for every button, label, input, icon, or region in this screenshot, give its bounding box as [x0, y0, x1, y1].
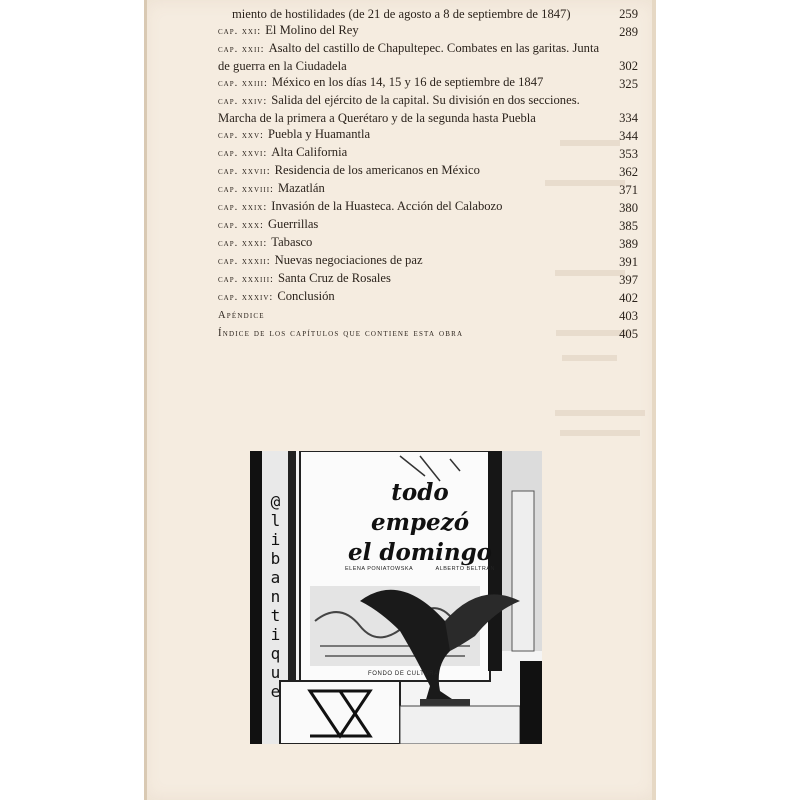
chapter-number: cap. xxxiii:	[218, 274, 274, 285]
chapter-number: cap. xxxii:	[218, 256, 271, 267]
chapter-title: Asalto del castillo de Chapultepec. Combates en las garitas. Junta de guerra en la Ciudadela	[218, 41, 600, 73]
page-number: 380	[619, 201, 638, 215]
toc-entry	[218, 92, 638, 126]
chapter-number: cap. xxix:	[218, 202, 268, 213]
toc-entry	[218, 180, 638, 198]
chapter-title: Residencia de los americanos en México	[274, 163, 480, 177]
chapter-title: Puebla y Huamantla	[267, 127, 371, 141]
cover-publisher: FONDO DE CULTURA	[368, 671, 439, 677]
toc-entry	[218, 126, 638, 144]
page-number: 397	[619, 273, 638, 287]
cover-title-line2: el domingo	[347, 539, 493, 566]
page-number: 289	[619, 25, 638, 39]
cover-author-right: ALBERTO BELTRAN	[435, 566, 495, 572]
toc-entry	[218, 306, 638, 324]
chapter-number: cap. xxv:	[218, 130, 264, 141]
cover-author-left: ELENA PONIATOWSKA	[345, 566, 414, 572]
chapter-number: cap. xxxi:	[218, 238, 268, 249]
chapter-number: cap. xxiv:	[218, 96, 268, 107]
chapter-title: Salida del ejército de la capital. Su división en dos secciones. Marcha de la primera a Querétaro y de la segunda hasta Puebla	[218, 93, 580, 125]
page-edge-right	[652, 0, 656, 800]
page-number: 344	[619, 129, 638, 143]
page-number: 362	[619, 165, 638, 179]
toc-entry	[218, 234, 638, 252]
chapter-number: cap. xxii:	[218, 44, 265, 55]
toc-entry	[218, 162, 638, 180]
chapter-title: Guerrillas	[267, 217, 319, 231]
chapter-title: Mazatlán	[277, 181, 325, 195]
page-number: 385	[619, 219, 638, 233]
page-number: 405	[619, 327, 638, 341]
page-edge-left	[144, 0, 147, 800]
toc-entry	[218, 270, 638, 288]
toc-entry	[218, 40, 638, 74]
chapter-number: cap. xxvi:	[218, 148, 268, 159]
page-number: 403	[619, 309, 638, 323]
chapter-number: cap. xxvii:	[218, 166, 271, 177]
chapter-number: cap. xxx:	[218, 220, 264, 231]
page-number: 402	[619, 291, 638, 305]
chapter-title: Apéndice	[218, 310, 265, 321]
toc-entry	[218, 22, 638, 40]
watermark-text: @libantique	[266, 491, 285, 701]
book-cover-photo	[250, 451, 542, 744]
chapter-title: El Molino del Rey	[265, 23, 359, 37]
chapter-number: cap. xxi:	[218, 26, 262, 37]
chapter-title: Invasión de la Huasteca. Acción del Calabozo	[271, 199, 503, 213]
toc-entry	[218, 252, 638, 270]
table-of-contents	[218, 6, 638, 342]
page-number: 353	[619, 147, 638, 161]
chapter-title: Santa Cruz de Rosales	[277, 271, 391, 285]
chapter-number: cap. xxxiv:	[218, 292, 274, 303]
toc-entry	[218, 144, 638, 162]
page-number: 371	[619, 183, 638, 197]
chapter-title: Tabasco	[271, 235, 313, 249]
toc-entry	[218, 288, 638, 306]
chapter-title: Índice de los capítulos que contiene esta obra	[218, 328, 464, 339]
page-number: 391	[619, 255, 638, 269]
chapter-number: cap. xxviii:	[218, 184, 274, 195]
cover-authors	[345, 566, 495, 572]
chapter-number: cap. xxiii:	[218, 78, 268, 89]
page-number: 302	[619, 59, 638, 73]
chapter-title: miento de hostilidades (de 21 de agosto a 8 de septiembre de 1847)	[232, 7, 571, 21]
toc-entry	[218, 198, 638, 216]
chapter-title: México en los días 14, 15 y 16 de septiembre de 1847	[271, 75, 544, 89]
toc-entry	[218, 6, 638, 22]
chapter-title: Conclusión	[277, 289, 335, 303]
toc-entry	[218, 324, 638, 342]
chapter-title: Nuevas negociaciones de paz	[274, 253, 423, 267]
cover-title-line1: todo empezó	[370, 479, 470, 536]
page-number: 259	[619, 7, 638, 21]
toc-entry	[218, 74, 638, 92]
chapter-title: Alta California	[271, 145, 348, 159]
cover-title	[340, 478, 500, 568]
page-number: 334	[619, 111, 638, 125]
page-number: 325	[619, 77, 638, 91]
page-number: 389	[619, 237, 638, 251]
toc-entry	[218, 216, 638, 234]
